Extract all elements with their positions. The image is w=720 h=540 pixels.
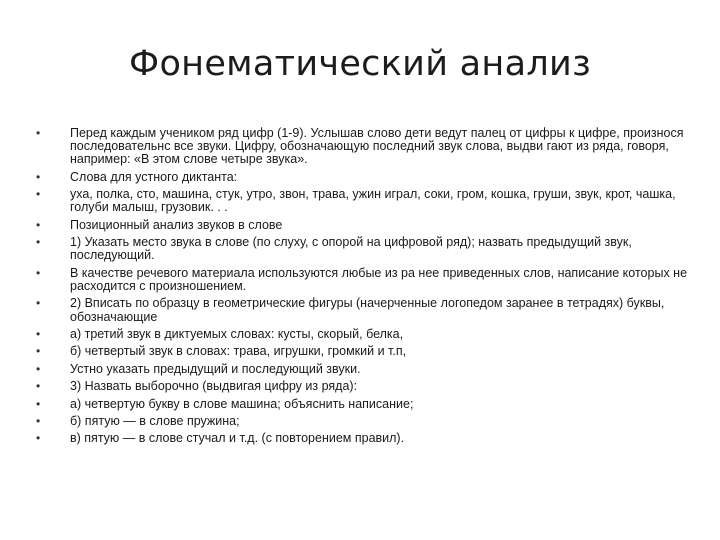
bullet-item xyxy=(36,188,696,214)
bullet-item xyxy=(36,127,696,167)
bullet-text: уха, полка, сто, машина, стук, утро, звон, трава, ужин играл, соки, гром, кошка, груши, звук, крот, чашка, голуби малыш, грузовик. . . xyxy=(70,187,676,215)
bullet-text: В качестве речевого материала используются любые из ра нее приведенных слов, написание которых не расходится с произношением. xyxy=(70,265,688,293)
bullet-text: а) третий звук в диктуемых словах: кусты, скорый, белка, xyxy=(70,326,404,341)
bullet-item xyxy=(36,363,696,376)
bullet-item xyxy=(36,328,696,341)
bullet-dot-icon: • xyxy=(36,326,41,341)
bullet-item xyxy=(36,415,696,428)
bullet-item xyxy=(36,171,696,184)
bullet-text: Позиционный анализ звуков в слове xyxy=(70,217,283,232)
bullet-dot-icon: • xyxy=(36,126,41,140)
bullet-dot-icon: • xyxy=(36,431,41,446)
bullet-item xyxy=(36,267,696,293)
bullet-dot-icon: • xyxy=(36,187,41,202)
bullet-item xyxy=(36,380,696,393)
bullet-text: 3) Назвать выборочно (выдвигая цифру из ряда): xyxy=(70,379,358,394)
bullet-text: 2) Вписать по образцу в геометрические фигуры (начерченные логопедом заранее в тетрадях) буквы, обозначающие xyxy=(70,296,665,324)
bullet-dot-icon: • xyxy=(36,361,41,376)
bullet-dot-icon: • xyxy=(36,217,41,232)
bullet-text: б) пятую — в слове пружина; xyxy=(70,413,240,428)
bullet-dot-icon: • xyxy=(36,169,41,184)
bullet-dot-icon: • xyxy=(36,296,41,311)
bullet-dot-icon: • xyxy=(36,235,41,250)
bullet-dot-icon: • xyxy=(36,344,41,359)
bullet-text: Слова для устного диктанта: xyxy=(70,169,238,184)
bullet-dot-icon: • xyxy=(36,265,41,280)
bullet-text: в) пятую — в слове стучал и т.д. (с повторением правил). xyxy=(70,431,405,446)
bullet-text: 1) Указать место звука в слове (по слуху, с опорой на цифровой ряд); назвать предыдущий звук, последующий. xyxy=(70,235,632,263)
bullet-dot-icon: • xyxy=(36,379,41,394)
bullet-dot-icon: • xyxy=(36,413,41,428)
bullet-item xyxy=(36,398,696,411)
bullet-item xyxy=(36,297,696,323)
bullet-item xyxy=(36,432,696,445)
bullet-dot-icon: • xyxy=(36,396,41,411)
bullet-item xyxy=(36,219,696,232)
bullet-text: а) четвертую букву в слове машина; объяснить написание; xyxy=(70,396,414,411)
bullet-text: Устно указать предыдущий и последующий звуки. xyxy=(70,361,361,376)
bullet-text: Перед каждым учеником ряд цифр (1-9). Услышав слово дети ведут палец от цифры к цифре, произнося последовательнс все звуки. Цифру, обозначающую последний звук слова, выдви гают из ряда, говоря, например: «В этом слове четыре звука». xyxy=(70,126,684,167)
bullet-list xyxy=(36,127,696,450)
bullet-item xyxy=(36,345,696,358)
bullet-item xyxy=(36,236,696,262)
bullet-text: б) четвертый звук в словах: трава, игрушки, громкий и т.п, xyxy=(70,344,407,359)
slide-title: Фонематический анализ xyxy=(129,44,591,84)
